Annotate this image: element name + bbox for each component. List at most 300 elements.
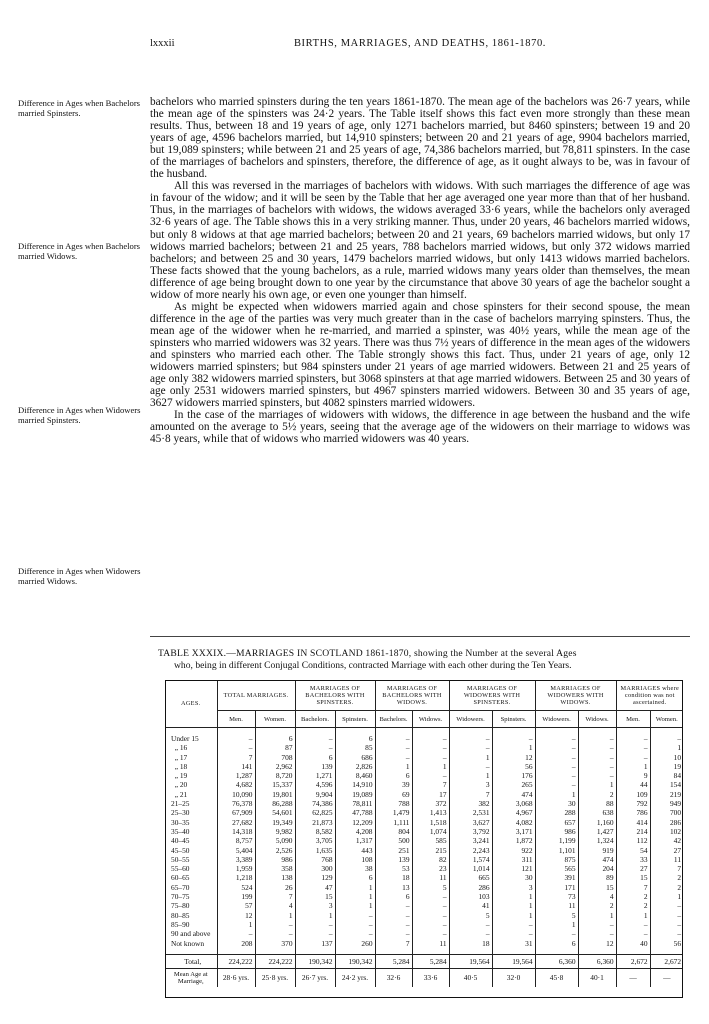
value-cell: 2 — [650, 883, 683, 892]
value-cell: 1 — [578, 780, 616, 789]
table-row — [165, 855, 683, 864]
value-cell: – — [412, 901, 449, 910]
age-cell: Not known — [171, 938, 205, 948]
table-row — [165, 846, 683, 855]
value-cell: 8,460 — [335, 771, 375, 780]
value-cell: 171 — [535, 883, 578, 892]
value-cell: 875 — [535, 855, 578, 864]
value-cell: 6 — [535, 939, 578, 948]
mean-age-row — [165, 968, 683, 987]
total-cell: 190,342 — [335, 954, 375, 968]
value-cell: 1,074 — [412, 827, 449, 836]
value-cell: – — [375, 901, 412, 910]
age-cell: 60–65 — [171, 873, 190, 883]
value-cell: – — [578, 753, 616, 762]
value-cell: 9 — [616, 771, 650, 780]
value-cell: 768 — [295, 855, 335, 864]
value-cell: – — [335, 911, 375, 920]
value-cell: 788 — [375, 799, 412, 808]
value-cell: 84 — [650, 771, 683, 780]
value-cell: 265 — [492, 780, 535, 789]
value-cell: 1,317 — [335, 836, 375, 845]
value-cell: 1,574 — [449, 855, 492, 864]
mean-cell: 32·6 — [375, 968, 412, 987]
table-row — [165, 939, 683, 948]
value-cell: 4 — [255, 901, 295, 910]
value-cell: 6 — [375, 771, 412, 780]
age-cell: 45–50 — [171, 845, 190, 855]
value-cell: – — [616, 753, 650, 762]
value-cell: – — [535, 734, 578, 743]
value-cell: 1,479 — [375, 808, 412, 817]
value-cell: 5,404 — [217, 846, 255, 855]
value-cell: 7 — [412, 780, 449, 789]
value-cell: – — [616, 743, 650, 752]
value-cell: – — [412, 743, 449, 752]
total-cell: 224,222 — [255, 954, 295, 968]
value-cell: – — [535, 780, 578, 789]
value-cell: – — [412, 929, 449, 938]
value-cell: – — [578, 920, 616, 929]
value-cell: 1 — [449, 771, 492, 780]
value-cell: 1 — [335, 901, 375, 910]
value-cell: 19,801 — [255, 790, 295, 799]
value-cell: 87 — [255, 743, 295, 752]
value-cell: 108 — [335, 855, 375, 864]
value-cell: 1,271 — [295, 771, 335, 780]
value-cell: 1,101 — [535, 846, 578, 855]
value-cell: 31 — [492, 939, 535, 948]
value-cell: 986 — [255, 855, 295, 864]
column-header: Women. — [255, 711, 295, 728]
value-cell: 139 — [295, 762, 335, 771]
value-cell: 286 — [650, 818, 683, 827]
value-cell: 2,243 — [449, 846, 492, 855]
value-cell: 6 — [295, 753, 335, 762]
value-cell: 27 — [650, 846, 683, 855]
value-cell: 40 — [616, 939, 650, 948]
value-cell: 14,910 — [335, 780, 375, 789]
table-row — [165, 743, 683, 752]
group-header-bachelors-widows: MARRIAGES OF BACHELORS WITH WIDOWS. — [375, 680, 449, 711]
value-cell: 6 — [255, 734, 295, 743]
table-row — [165, 753, 683, 762]
table-row — [165, 920, 683, 929]
value-cell: 1 — [650, 743, 683, 752]
value-cell: – — [449, 743, 492, 752]
value-cell: 2 — [650, 873, 683, 882]
value-cell: 500 — [375, 836, 412, 845]
table-row — [165, 734, 683, 743]
value-cell: – — [295, 743, 335, 752]
value-cell: 10 — [650, 753, 683, 762]
value-cell: 139 — [375, 855, 412, 864]
value-cell: – — [492, 929, 535, 938]
value-cell: 7 — [616, 883, 650, 892]
value-cell: 15,337 — [255, 780, 295, 789]
value-cell: 3 — [295, 901, 335, 910]
value-cell: 524 — [217, 883, 255, 892]
value-cell: – — [375, 743, 412, 752]
age-cell: 35–40 — [171, 826, 190, 836]
value-cell: 85 — [335, 743, 375, 752]
value-cell: – — [616, 734, 650, 743]
value-cell: 89 — [578, 873, 616, 882]
table-row — [165, 799, 683, 808]
value-cell: 18 — [375, 873, 412, 882]
table-row — [165, 790, 683, 799]
table-caption-line-2: who, being in different Conjugal Conditions, contracted Marriage with each other during the Ten Years. — [174, 660, 572, 671]
value-cell: 6 — [335, 734, 375, 743]
subheader-row — [165, 711, 683, 728]
value-cell: 82 — [412, 855, 449, 864]
value-cell: 176 — [492, 771, 535, 780]
value-cell: 1,324 — [578, 836, 616, 845]
value-cell: – — [295, 920, 335, 929]
value-cell: 786 — [616, 808, 650, 817]
value-cell: 1 — [295, 911, 335, 920]
value-cell: 919 — [578, 846, 616, 855]
group-header-widowers-widows: MARRIAGES OF WIDOWERS WITH WIDOWS. — [535, 680, 616, 711]
mean-cell: 32·0 — [492, 968, 535, 987]
value-cell: – — [616, 920, 650, 929]
value-cell: 14,318 — [217, 827, 255, 836]
mean-cell: 25·8 yrs. — [255, 968, 295, 987]
sidenote-widowers-spinsters: Difference in Ages when Widowers married Spinsters. — [18, 405, 141, 425]
value-cell: 391 — [535, 873, 578, 882]
value-cell: – — [535, 771, 578, 780]
value-cell: 4 — [578, 892, 616, 901]
value-cell: – — [449, 762, 492, 771]
value-cell: 219 — [650, 790, 683, 799]
value-cell: 4,682 — [217, 780, 255, 789]
value-cell: – — [295, 929, 335, 938]
column-header: Widowers. — [449, 711, 492, 728]
value-cell: – — [650, 901, 683, 910]
table-row — [165, 892, 683, 901]
value-cell: – — [535, 762, 578, 771]
table-row — [165, 873, 683, 882]
value-cell: 638 — [578, 808, 616, 817]
value-cell: 11 — [412, 939, 449, 948]
value-cell: – — [650, 911, 683, 920]
value-cell: 2,826 — [335, 762, 375, 771]
value-cell: 1 — [616, 762, 650, 771]
value-cell: 69 — [375, 790, 412, 799]
value-cell: 41 — [449, 901, 492, 910]
age-cell: 50–55 — [171, 854, 190, 864]
total-cell: 19,564 — [492, 954, 535, 968]
value-cell: 1,287 — [217, 771, 255, 780]
value-cell: 10,090 — [217, 790, 255, 799]
value-cell: – — [217, 929, 255, 938]
age-cell: „ 18 — [171, 761, 188, 771]
running-header — [0, 38, 709, 52]
value-cell: – — [295, 734, 335, 743]
age-cell: 90 and above — [171, 929, 211, 939]
value-cell: 78,811 — [335, 799, 375, 808]
value-cell: – — [449, 929, 492, 938]
value-cell: 565 — [535, 864, 578, 873]
column-header: Spinsters. — [335, 711, 375, 728]
mean-cell: — — [616, 968, 650, 987]
value-cell: 74,386 — [295, 799, 335, 808]
value-cell: – — [650, 920, 683, 929]
mean-cell: 40·1 — [578, 968, 616, 987]
value-cell: 2 — [616, 892, 650, 901]
column-header: Widowers. — [535, 711, 578, 728]
value-cell: 2,531 — [449, 808, 492, 817]
value-cell: 3,705 — [295, 836, 335, 845]
value-cell: – — [535, 743, 578, 752]
age-cell: „ 21 — [171, 789, 188, 799]
paragraph-2: All this was reversed in the marriages of bachelors with widows. With such marriages the difference of age was in favour of the widow; and it will be seen by the Table that her age averaged one year more than that of her husband. Thus, in the marriages of bachelors with widows, the widows averaged 33·6 years, while the bachelors only averaged 32·6 years of age. The Table shows this in a very striking manner. Thus, under 20 years, 46 bachelors married widows, but only 8 widows at that age married bachelors; between 20 and 21 years, 69 bachelors married widows, but only 17 widows married bachelors; between 21 and 25 years, 788 bachelors married widows, but only 372 widows married bachelors; and between 25 and 30 years, 1479 bachelors married widows, but only 1413 widows married bachelors. These facts showed that the young bachelors, as a rule, married widows many years older than themselves, the mean difference of age being brought down to one year by the circumstance that above 30 years of age the bachelor sought a widow of more nearly his own age, or even one younger than himself. — [150, 180, 690, 301]
value-cell: 154 — [650, 780, 683, 789]
age-cell: „ 16 — [171, 743, 188, 753]
value-cell: 15 — [295, 892, 335, 901]
value-cell: 121 — [492, 864, 535, 873]
value-cell: 5 — [412, 883, 449, 892]
value-cell: 1 — [492, 743, 535, 752]
age-cell: 65–70 — [171, 882, 190, 892]
value-cell: 27 — [616, 864, 650, 873]
mean-cell: 45·8 — [535, 968, 578, 987]
value-cell: 372 — [412, 799, 449, 808]
value-cell: 67,909 — [217, 808, 255, 817]
value-cell: 3,792 — [449, 827, 492, 836]
value-cell: – — [412, 753, 449, 762]
age-cell: 25–30 — [171, 808, 190, 818]
value-cell: 4,208 — [335, 827, 375, 836]
value-cell: 54,601 — [255, 808, 295, 817]
table-row — [165, 864, 683, 873]
table-row — [165, 901, 683, 910]
value-cell: – — [335, 929, 375, 938]
value-cell: 260 — [335, 939, 375, 948]
value-cell: 19,349 — [255, 818, 295, 827]
age-cell: „ 20 — [171, 780, 188, 790]
value-cell: 3 — [492, 883, 535, 892]
value-cell: – — [578, 762, 616, 771]
value-cell: 3,389 — [217, 855, 255, 864]
total-cell: 190,342 — [295, 954, 335, 968]
value-cell: 443 — [335, 846, 375, 855]
value-cell: – — [375, 753, 412, 762]
age-cell: 75–80 — [171, 901, 190, 911]
value-cell: 1 — [412, 762, 449, 771]
value-cell: 19 — [650, 762, 683, 771]
table-row — [165, 929, 683, 938]
age-cell: 21–25 — [171, 799, 190, 809]
value-cell: 251 — [375, 846, 412, 855]
table-row — [165, 762, 683, 771]
value-cell: 19,089 — [335, 790, 375, 799]
column-header: Spinsters. — [492, 711, 535, 728]
value-cell: 792 — [616, 799, 650, 808]
marriages-table — [165, 680, 683, 987]
table-row — [165, 827, 683, 836]
table-row — [165, 808, 683, 817]
value-cell: 103 — [449, 892, 492, 901]
total-label: Total, — [165, 954, 217, 968]
value-cell: 56 — [650, 939, 683, 948]
age-cell: 30–35 — [171, 817, 190, 827]
value-cell: 30 — [535, 799, 578, 808]
value-cell: 13 — [375, 883, 412, 892]
total-cell: 6,360 — [535, 954, 578, 968]
table-body — [165, 728, 683, 987]
value-cell: 1 — [335, 892, 375, 901]
table-row — [165, 780, 683, 789]
value-cell: 1 — [492, 892, 535, 901]
sidenote-bachelors-spinsters: Difference in Ages when Bachelors married Spinsters. — [18, 98, 141, 118]
value-cell: 204 — [578, 864, 616, 873]
total-row — [165, 954, 683, 968]
value-cell: 17 — [412, 790, 449, 799]
value-cell: 4,596 — [295, 780, 335, 789]
value-cell: 15 — [578, 883, 616, 892]
value-cell: 88 — [578, 799, 616, 808]
total-cell: 19,564 — [449, 954, 492, 968]
value-cell: – — [412, 920, 449, 929]
value-cell: 5 — [449, 911, 492, 920]
value-cell: 1 — [217, 920, 255, 929]
value-cell: 44 — [616, 780, 650, 789]
value-cell: 4,082 — [492, 818, 535, 827]
value-cell: 11 — [650, 855, 683, 864]
column-header: Men. — [616, 711, 650, 728]
value-cell: 686 — [335, 753, 375, 762]
value-cell: 370 — [255, 939, 295, 948]
value-cell: 12,209 — [335, 818, 375, 827]
value-cell: 1,199 — [535, 836, 578, 845]
value-cell: 15 — [616, 873, 650, 882]
value-cell: 57 — [217, 901, 255, 910]
value-cell: 9,982 — [255, 827, 295, 836]
mean-cell: 33·6 — [412, 968, 449, 987]
value-cell: 54 — [616, 846, 650, 855]
value-cell: – — [650, 929, 683, 938]
value-cell: 112 — [616, 836, 650, 845]
value-cell: 7 — [217, 753, 255, 762]
value-cell: 286 — [449, 883, 492, 892]
value-cell: 3,241 — [449, 836, 492, 845]
value-cell: 47,788 — [335, 808, 375, 817]
total-cell: 5,284 — [412, 954, 449, 968]
value-cell: 8,582 — [295, 827, 335, 836]
value-cell: 804 — [375, 827, 412, 836]
paragraph-3: As might be expected when widowers married again and chose spinsters for their second spouse, the mean difference in the age of the parties was very much greater than in the case of bachelors marrying spinsters. Thus, the mean age of the widower when he re-married, and married a spinster, was 40½ years, while the mean age of the spinsters who married widowers was 32 years. There was thus 7½ years of difference in the mean ages of the widowers and spinsters who married each other. The Table strongly shows this fact. Thus, under 21 years of age, only 12 widowers married spinsters; but 984 spinsters under 21 years of age married widowers. Between 21 and 25 years of age only 382 widowers married spinsters, but 3068 spinsters at that age married widowers. Between 25 and 30 years of age only 2531 widowers married spinsters, but 4967 spinsters married widowers. Between 30 and 35 years of age, 3627 widowers married spinsters, but 4082 spinsters married widowers. — [150, 300, 690, 410]
value-cell: 358 — [255, 864, 295, 873]
paragraph-4: In the case of the marriages of widowers with widows, the difference in age between the husband and the wife amounted on the average to 5½ years, seeing that the average age of the widowers on their marriage to widows was 45·8 years, while that of widows who married widowers was 40 years. — [150, 409, 690, 446]
value-cell: 33 — [616, 855, 650, 864]
value-cell: 311 — [492, 855, 535, 864]
mean-cell: 24·2 yrs. — [335, 968, 375, 987]
value-cell: 26 — [255, 883, 295, 892]
value-cell: 922 — [492, 846, 535, 855]
value-cell: – — [578, 734, 616, 743]
value-cell: 1 — [492, 901, 535, 910]
ages-header: AGES. — [165, 680, 217, 728]
value-cell: 7 — [255, 892, 295, 901]
age-cell: „ 17 — [171, 752, 188, 762]
value-cell: 382 — [449, 799, 492, 808]
value-cell: – — [492, 920, 535, 929]
value-cell: 1,872 — [492, 836, 535, 845]
table-row — [165, 911, 683, 920]
group-header-bachelors-spinsters: MARRIAGES OF BACHELORS WITH SPINSTERS. — [295, 680, 375, 711]
value-cell: 6 — [375, 892, 412, 901]
value-cell: 2 — [616, 901, 650, 910]
age-cell: 55–60 — [171, 864, 190, 874]
value-cell: – — [335, 920, 375, 929]
value-cell: 300 — [295, 864, 335, 873]
running-title: BIRTHS, MARRIAGES, AND DEATHS, 1861-1870. — [293, 38, 547, 49]
table-row — [165, 883, 683, 892]
value-cell: 1,635 — [295, 846, 335, 855]
value-cell: 1 — [449, 753, 492, 762]
value-cell: 5 — [535, 911, 578, 920]
value-cell: 109 — [616, 790, 650, 799]
value-cell: 138 — [255, 873, 295, 882]
value-cell: 1,413 — [412, 808, 449, 817]
value-cell: 2 — [578, 901, 616, 910]
value-cell: 11 — [535, 901, 578, 910]
value-cell: 7 — [650, 864, 683, 873]
value-cell: – — [578, 771, 616, 780]
group-header-total: TOTAL MARRIAGES. — [217, 680, 295, 711]
value-cell: – — [217, 743, 255, 752]
value-cell: – — [492, 734, 535, 743]
column-header: Widows. — [412, 711, 449, 728]
value-cell: 474 — [578, 855, 616, 864]
value-cell: – — [412, 892, 449, 901]
value-cell: 102 — [650, 827, 683, 836]
value-cell: 12 — [578, 939, 616, 948]
value-cell: 1 — [492, 911, 535, 920]
value-cell: 137 — [295, 939, 335, 948]
value-cell: 1 — [650, 892, 683, 901]
value-cell: 1,959 — [217, 864, 255, 873]
total-cell: 5,284 — [375, 954, 412, 968]
mean-label: Mean Age at Marriage, — [165, 968, 217, 987]
section-divider — [150, 636, 690, 637]
value-cell: 56 — [492, 762, 535, 771]
age-cell: 80–85 — [171, 910, 190, 920]
value-cell: – — [255, 929, 295, 938]
value-cell: 1 — [535, 920, 578, 929]
value-cell: 9,904 — [295, 790, 335, 799]
age-cell: 85–90 — [171, 919, 190, 929]
value-cell: 2 — [578, 790, 616, 799]
value-cell: 1,427 — [578, 827, 616, 836]
value-cell: 129 — [295, 873, 335, 882]
age-cell: „ 19 — [171, 771, 188, 781]
value-cell: – — [375, 929, 412, 938]
page-number: lxxxii — [150, 38, 175, 49]
sidenote-widowers-widows: Difference in Ages when Widowers married Widows. — [18, 566, 141, 586]
value-cell: 3,627 — [449, 818, 492, 827]
value-cell: 4,967 — [492, 808, 535, 817]
value-cell: 1 — [255, 911, 295, 920]
total-cell: 6,360 — [578, 954, 616, 968]
value-cell: – — [449, 734, 492, 743]
value-cell: 18 — [449, 939, 492, 948]
value-cell: 42 — [650, 836, 683, 845]
column-header: Women. — [650, 711, 683, 728]
value-cell: 700 — [650, 808, 683, 817]
value-cell: 76,378 — [217, 799, 255, 808]
